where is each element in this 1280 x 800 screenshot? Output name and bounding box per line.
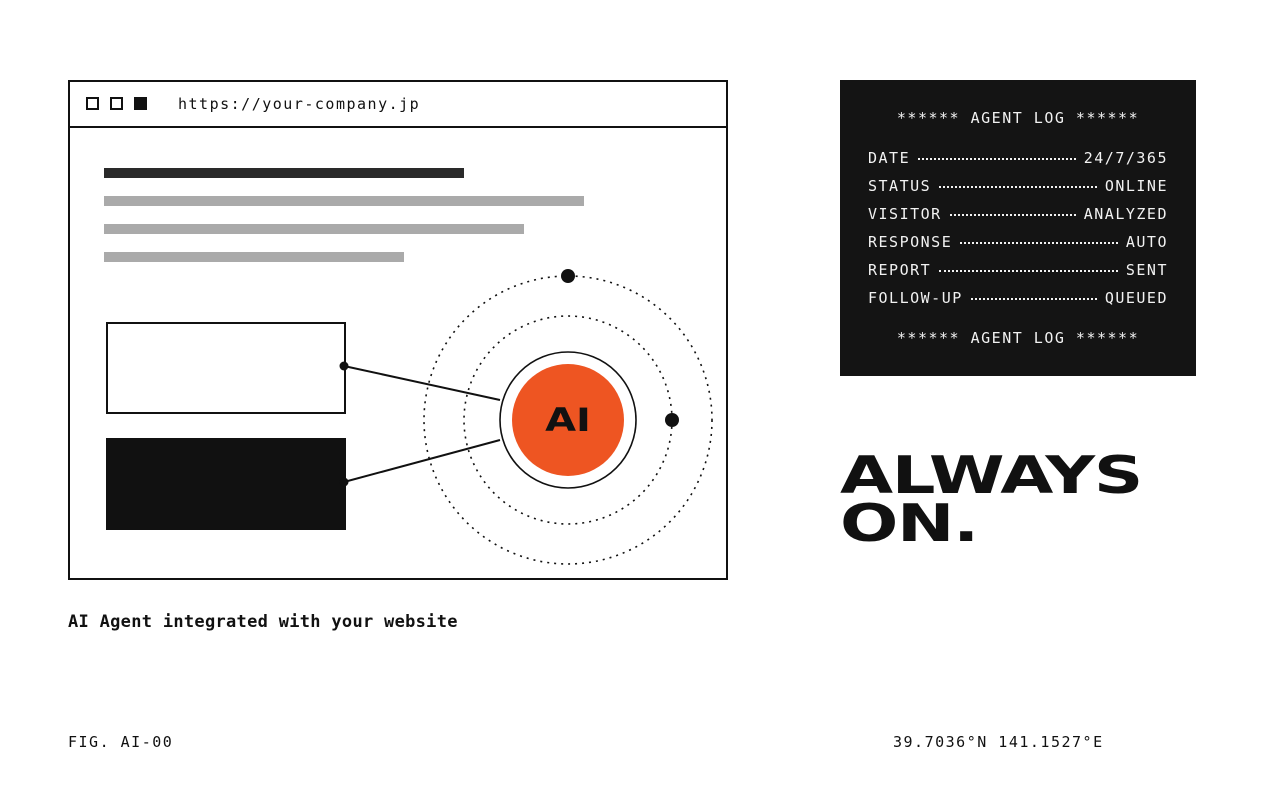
log-key: DATE [868,149,911,167]
log-key: FOLLOW-UP [868,289,963,307]
connector-line [344,440,500,482]
log-key: REPORT [868,261,932,279]
log-key: RESPONSE [868,233,953,251]
headline-line-2: ON. [840,494,978,554]
log-row [868,149,1168,167]
agent-log-header: ****** AGENT LOG ****** [896,109,1140,127]
log-key: VISITOR [868,205,942,223]
log-row [868,177,1168,195]
log-value: AUTO [1125,233,1168,251]
log-key: STATUS [868,177,932,195]
leader-dots [918,158,1076,160]
connector-line [344,366,500,400]
ai-label: AI [545,400,591,439]
log-value: SENT [1125,261,1168,279]
agent-log-panel [840,80,1196,376]
connector-node [340,478,349,487]
headline-line-1: ALWAYS [840,446,1142,506]
log-row [868,261,1168,279]
agent-log-footer: ****** AGENT LOG ****** [896,329,1140,347]
log-row [868,233,1168,251]
log-row [868,205,1168,223]
connector-node [340,362,349,371]
log-row [868,289,1168,307]
leader-dots [939,186,1097,188]
leader-dots [939,270,1118,272]
address-bar-url: https://your-company.jp [178,95,421,113]
orbit-satellite-dot [561,269,575,283]
log-value: ONLINE [1104,177,1168,195]
leader-dots [950,214,1076,216]
headline [840,446,1142,554]
log-value: QUEUED [1104,289,1168,307]
log-value: 24/7/365 [1083,149,1168,167]
location-coordinates: 39.7036°N 141.1527°E [893,733,1104,751]
leader-dots [960,242,1118,244]
orbit-satellite-dot [665,413,679,427]
leader-dots [971,298,1097,300]
log-value: ANALYZED [1083,205,1168,223]
figure-caption: AI Agent integrated with your website [68,612,458,632]
figure-label: FIG. AI-00 [68,733,174,751]
